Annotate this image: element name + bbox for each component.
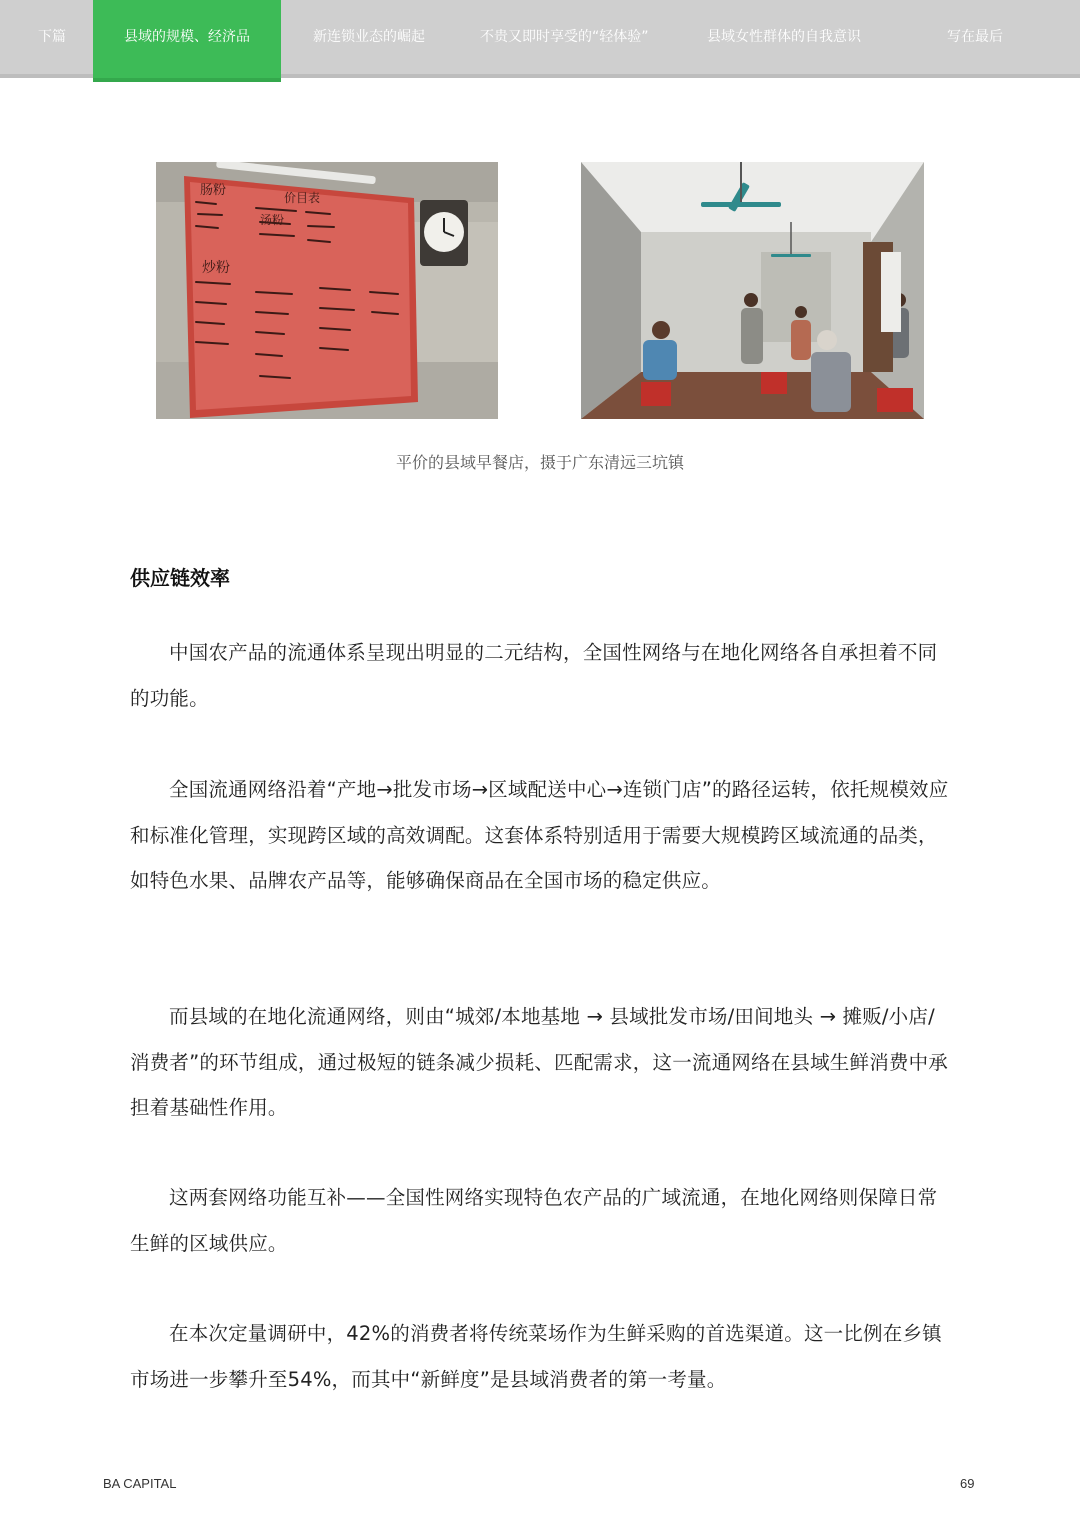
tab-county-scale[interactable]: 县域的规模、经济品 [93, 0, 281, 82]
menu-header-2: 价目表 [284, 191, 321, 205]
photo-caption: 平价的县域早餐店，摄于广东清远三坑镇 [395, 453, 684, 472]
photo-shop-interior [581, 162, 924, 419]
menu-header-3: 汤粉 [260, 213, 285, 227]
top-nav [0, 0, 1080, 78]
tab-female-awareness[interactable]: 县域女性群体的自我意识 [707, 29, 861, 45]
section-heading: 供应链效率 [130, 566, 230, 590]
tab-part-two[interactable]: 下篇 [38, 29, 66, 45]
paragraph-5: 在本次定量调研中，42%的消费者将传统菜场作为生鲜采购的首选渠道。这一比例在乡镇市场进一步攀升至54%，而其中“新鲜度”是县域消费者的第一考量。 [130, 1322, 942, 1391]
paragraph-1: 中国农产品的流通体系呈现出明显的二元结构，全国性网络与在地化网络各自承担着不同的功能。 [130, 641, 938, 710]
tab-new-chain[interactable]: 新连锁业态的崛起 [313, 29, 425, 45]
menu-header-1: 肠粉 [200, 183, 227, 198]
footer-brand: BA CAPITAL [103, 1476, 177, 1491]
paragraph-3: 而县域的在地化流通网络，则由“城郊/本地基地 → 县域批发市场/田间地头 → 摊贩/小店/消费者”的环节组成，通过极短的链条减少损耗、匹配需求，这一流通网络在县域生鲜消费中承担着基础性作用。 [130, 1005, 949, 1119]
page-number: 69 [960, 1476, 975, 1491]
paragraph-4: 这两套网络功能互补——全国性网络实现特色农产品的广域流通，在地化网络则保障日常生鲜的区域供应。 [130, 1186, 938, 1255]
tab-afterword[interactable]: 写在最后 [947, 29, 1003, 45]
photo-menu-board [156, 162, 498, 419]
menu-header-4: 炒粉 [202, 260, 230, 276]
tab-light-experience[interactable]: 不贵又即时享受的“轻体验” [480, 29, 649, 45]
paragraph-2: 全国流通网络沿着“产地→批发市场→区域配送中心→连锁门店”的路径运转，依托规模效应和标准化管理，实现跨区域的高效调配。这套体系特别适用于需要大规模跨区域流通的品类，如特色水果、品牌农产品等，能够确保商品在全国市场的稳定供应。 [130, 778, 949, 892]
